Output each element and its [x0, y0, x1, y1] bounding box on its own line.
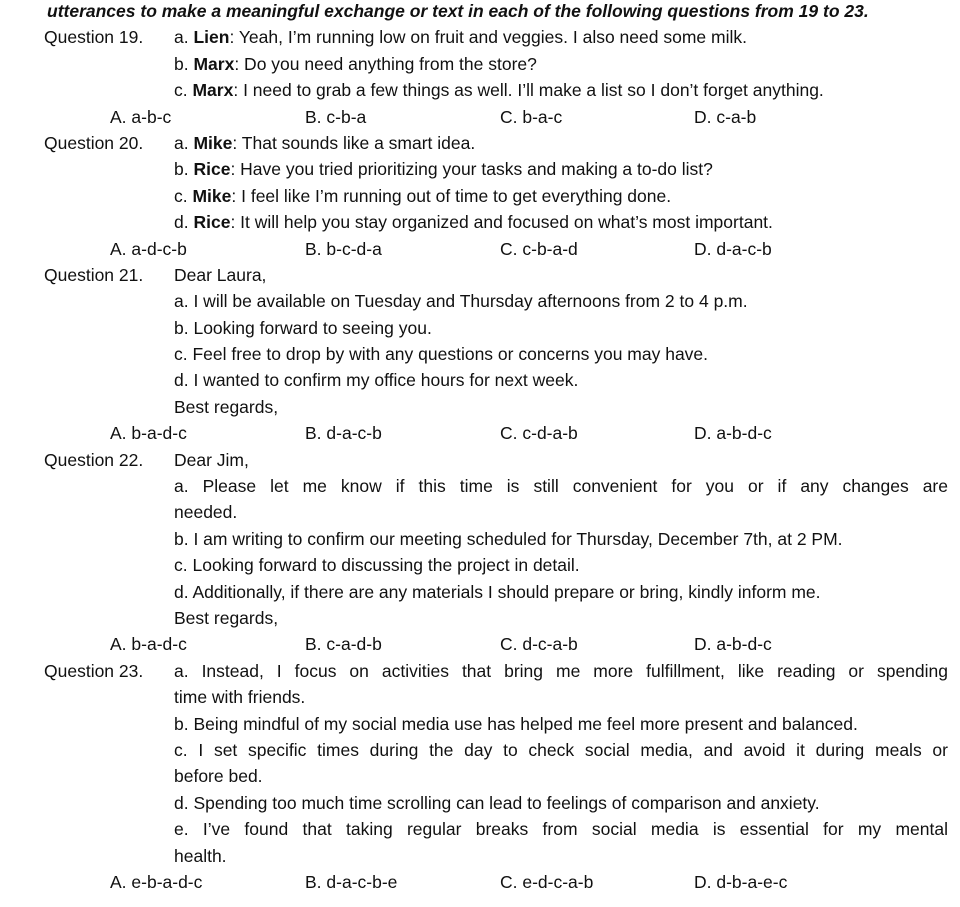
item-prefix: b.: [174, 159, 194, 180]
question-19-line-a: [0, 24, 960, 50]
q21-line-c: [0, 341, 960, 367]
question-20-line-a: [0, 130, 960, 156]
q22-line-a2: [0, 499, 960, 525]
q22-option-d[interactable]: D. a-b-d-c: [694, 634, 772, 655]
q23-item-e-continued: health.: [174, 845, 227, 866]
q21-closing: Best regards,: [174, 396, 279, 417]
q22-option-b[interactable]: B. c-a-d-b: [305, 634, 382, 655]
q23-line-e1: [0, 816, 960, 842]
q20-option-d[interactable]: D. d-a-c-b: [694, 238, 772, 259]
question-19-options: [0, 104, 960, 130]
question-21-line-greeting: [0, 262, 960, 288]
q19-option-b[interactable]: B. c-b-a: [305, 106, 367, 127]
question-20-line-c: [0, 183, 960, 209]
item-text: : I need to grab a few things as well. I’ll make a list so I don’t forget anything.: [233, 80, 824, 101]
q21-option-c[interactable]: C. c-d-a-b: [500, 423, 578, 444]
q22-item-c: c. Looking forward to discussing the project in detail.: [174, 555, 580, 576]
q22-line-closing: [0, 605, 960, 631]
question-22-options: [0, 631, 960, 657]
q21-item-b: b. Looking forward to seeing you.: [174, 317, 432, 338]
question-19-line-c: [0, 77, 960, 103]
q21-item-c: c. Feel free to drop by with any questions or concerns you may have.: [174, 344, 709, 365]
q20-option-c[interactable]: C. c-b-a-d: [500, 238, 578, 259]
q21-line-closing: [0, 394, 960, 420]
q23-option-c[interactable]: C. e-d-c-a-b: [500, 871, 594, 892]
q23-item-a-continued: time with friends.: [174, 687, 306, 708]
q23-item-a: a. Instead, I focus on activities that bring me more fulfillment, like reading or spending: [174, 660, 948, 681]
item-text: : Do you need anything from the store?: [234, 53, 537, 74]
q22-line-d: [0, 579, 960, 605]
question-21-label: Question 21.: [44, 264, 144, 285]
q23-line-a2: [0, 684, 960, 710]
q23-line-b: [0, 711, 960, 737]
question-21-options: [0, 420, 960, 446]
q20-item-d: [174, 209, 773, 235]
q21-line-b: [0, 315, 960, 341]
q23-item-e: e. I’ve found that taking regular breaks from social media is essential for my mental: [174, 819, 948, 840]
q23-line-c2: [0, 763, 960, 789]
speaker-name: Marx: [193, 53, 235, 74]
question-20-line-d: [0, 209, 960, 235]
q21-option-a[interactable]: A. b-a-d-c: [110, 423, 187, 444]
speaker-name: Rice: [193, 159, 231, 180]
q20-option-b[interactable]: B. b-c-d-a: [305, 238, 382, 259]
section-instruction: utterances to make a meaningful exchange or text in each of the following questions from 19 to 23.: [47, 1, 869, 21]
question-23-options: [0, 869, 960, 895]
q20-item-c: [174, 183, 671, 209]
q20-item-b: [174, 156, 713, 182]
q22-line-a1: [0, 473, 960, 499]
item-text: : I feel like I’m running out of time to get everything done.: [231, 185, 672, 206]
q19-item-b: [174, 51, 537, 77]
q22-item-b: b. I am writing to confirm our meeting scheduled for Thursday, December 7th, at 2 PM.: [174, 528, 843, 549]
question-23-line-a1: [0, 658, 960, 684]
q21-item-a: a. I will be available on Tuesday and Thursday afternoons from 2 to 4 p.m.: [174, 291, 748, 312]
q23-line-e2: [0, 843, 960, 869]
q22-greeting: Dear Jim,: [174, 449, 249, 470]
question-19-line-b: [0, 51, 960, 77]
q22-line-b: [0, 526, 960, 552]
q23-line-d: [0, 790, 960, 816]
q22-option-c[interactable]: C. d-c-a-b: [500, 634, 578, 655]
q19-item-a: [174, 24, 747, 50]
q19-item-c: [174, 77, 824, 103]
speaker-name: Marx: [192, 80, 234, 101]
item-text: : That sounds like a smart idea.: [232, 132, 476, 153]
speaker-name: Mike: [192, 185, 232, 206]
q19-option-c[interactable]: C. b-a-c: [500, 106, 563, 127]
q20-item-a: [174, 130, 475, 156]
item-prefix: a.: [174, 132, 194, 153]
q21-greeting: Dear Laura,: [174, 264, 267, 285]
q23-option-a[interactable]: A. e-b-a-d-c: [110, 871, 203, 892]
q22-item-a-continued: needed.: [174, 502, 238, 523]
item-prefix: a.: [174, 27, 194, 48]
q21-line-d: [0, 367, 960, 393]
question-20-line-b: [0, 156, 960, 182]
q22-line-c: [0, 552, 960, 578]
q23-line-c1: [0, 737, 960, 763]
q21-line-a: [0, 288, 960, 314]
question-23-label: Question 23.: [44, 660, 144, 681]
question-20-options: [0, 236, 960, 262]
q20-option-a[interactable]: A. a-d-c-b: [110, 238, 187, 259]
q23-item-d: d. Spending too much time scrolling can lead to feelings of comparison and anxiety.: [174, 792, 820, 813]
question-22-line-greeting: [0, 447, 960, 473]
q23-option-b[interactable]: B. d-a-c-b-e: [305, 871, 398, 892]
q21-item-d: d. I wanted to confirm my office hours for next week.: [174, 370, 579, 391]
q21-option-b[interactable]: B. d-a-c-b: [305, 423, 382, 444]
question-19-label: Question 19.: [44, 27, 144, 48]
question-22-label: Question 22.: [44, 449, 144, 470]
q19-option-d[interactable]: D. c-a-b: [694, 106, 757, 127]
q23-option-d[interactable]: D. d-b-a-e-c: [694, 871, 788, 892]
item-prefix: c.: [174, 80, 193, 101]
q19-option-a[interactable]: A. a-b-c: [110, 106, 172, 127]
item-prefix: b.: [174, 53, 194, 74]
speaker-name: Rice: [193, 212, 231, 233]
item-text: : It will help you stay organized and focused on what’s most important.: [230, 212, 773, 233]
q23-item-c-continued: before bed.: [174, 766, 263, 787]
item-text: : Have you tried prioritizing your tasks and making a to-do list?: [230, 159, 713, 180]
q22-closing: Best regards,: [174, 607, 279, 628]
q22-item-a: a. Please let me know if this time is still convenient for you or if any changes are: [174, 476, 948, 497]
speaker-name: Mike: [193, 132, 233, 153]
q22-option-a[interactable]: A. b-a-d-c: [110, 634, 187, 655]
item-text: : Yeah, I’m running low on fruit and veggies. I also need some milk.: [229, 27, 747, 48]
speaker-name: Lien: [193, 27, 230, 48]
question-20-label: Question 20.: [44, 132, 144, 153]
item-prefix: c.: [174, 185, 193, 206]
item-prefix: d.: [174, 212, 194, 233]
q23-item-b: b. Being mindful of my social media use has helped me feel more present and balanced.: [174, 713, 858, 734]
q22-item-d: d. Additionally, if there are any materials I should prepare or bring, kindly inform me.: [174, 581, 821, 602]
q21-option-d[interactable]: D. a-b-d-c: [694, 423, 772, 444]
q23-item-c: c. I set specific times during the day to check social media, and avoid it during meals or: [174, 739, 948, 760]
